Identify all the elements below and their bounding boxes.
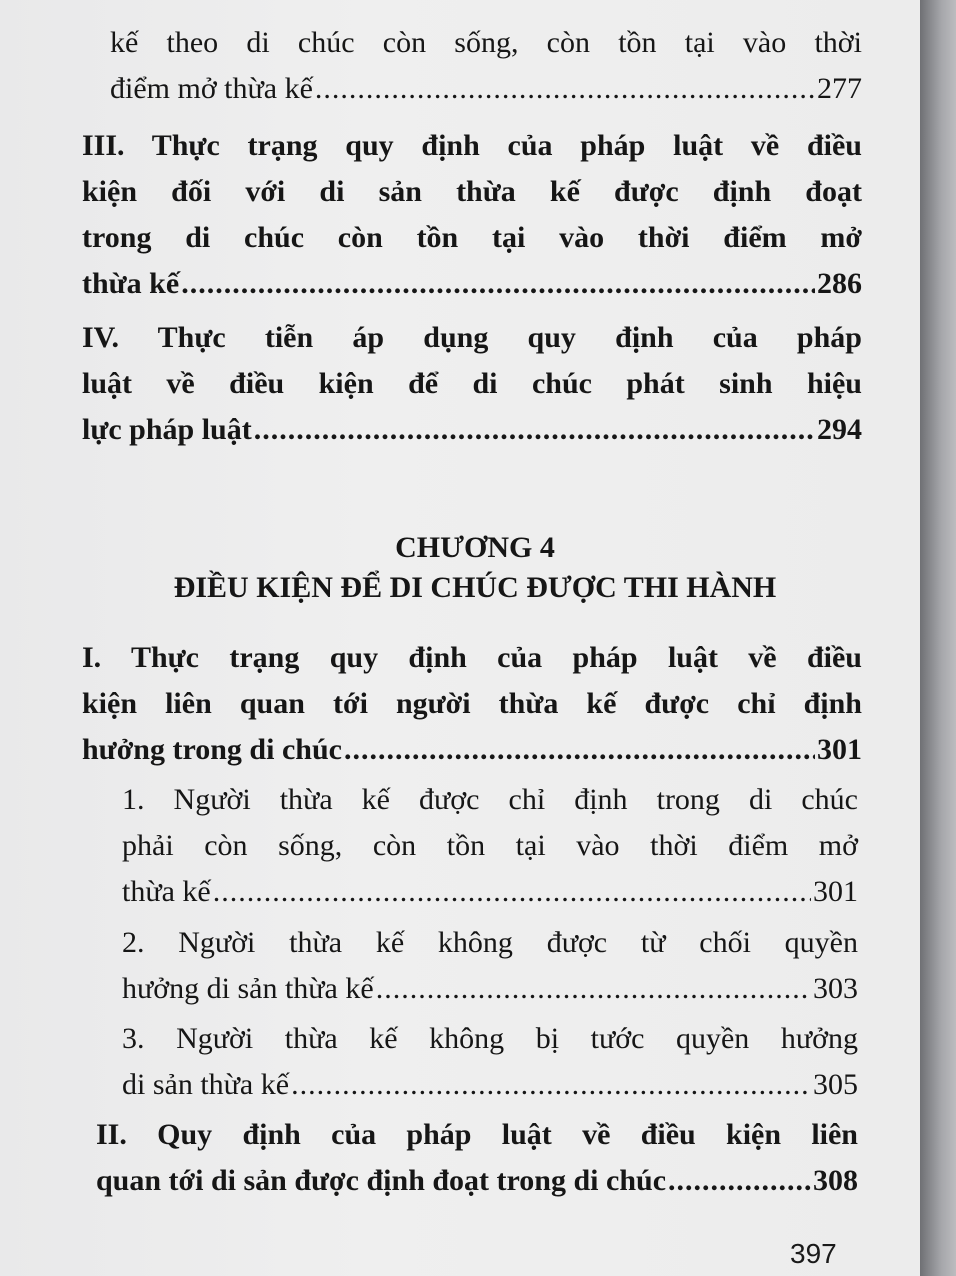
toc-entry-line: luật về điều kiện để di chúc phát sinh hiệu xyxy=(82,367,862,400)
toc-entry-line: I. Thực trạng quy định của pháp luật về điều xyxy=(82,641,862,674)
dot-leader xyxy=(181,261,815,307)
toc-page-number: 294 xyxy=(817,413,862,446)
toc-entry-line: 1. Người thừa kế được chỉ định trong di chúc xyxy=(122,783,858,816)
toc-entry-line: kiện đối với di sản thừa kế được định đoạt xyxy=(82,175,862,208)
toc-entry-line: III. Thực trạng quy định của pháp luật về điều xyxy=(82,129,862,162)
toc-entry-line: 3. Người thừa kế không bị tước quyền hưởng xyxy=(122,1022,858,1055)
chapter-number: CHƯƠNG 4 xyxy=(395,531,555,564)
toc-entry xyxy=(110,20,862,112)
toc-entry-text: thừa kế xyxy=(122,875,211,908)
toc-entry-text: lực pháp luật xyxy=(82,413,252,446)
dot-leader xyxy=(315,66,815,112)
toc-page-number: 308 xyxy=(813,1164,858,1197)
toc-entry-line: II. Quy định của pháp luật về điều kiện liên xyxy=(96,1118,858,1151)
dot-leader xyxy=(291,1062,811,1108)
dot-leader xyxy=(668,1158,811,1204)
toc-entry xyxy=(96,1112,858,1204)
toc-entry-line: kiện liên quan tới người thừa kế được chỉ định xyxy=(82,687,862,720)
toc-entry-line: 2. Người thừa kế không được từ chối quyền xyxy=(122,926,858,959)
toc-page-number: 277 xyxy=(817,72,862,105)
toc-entry xyxy=(82,635,862,773)
dot-leader xyxy=(344,727,815,773)
dot-leader xyxy=(376,966,811,1012)
toc-entry xyxy=(82,315,862,453)
toc-entry-last-line xyxy=(122,869,858,915)
chapter-title: ĐIỀU KIỆN ĐỂ DI CHÚC ĐƯỢC THI HÀNH xyxy=(173,571,777,604)
toc-entry-text: quan tới di sản được định đoạt trong di chúc xyxy=(96,1164,667,1197)
toc-subentry xyxy=(122,777,858,915)
toc-page-number: 301 xyxy=(817,733,862,766)
toc-entry-last-line xyxy=(82,407,862,453)
toc-entry-last-line xyxy=(82,261,862,307)
toc-entry xyxy=(82,123,862,307)
toc-entry-line: IV. Thực tiễn áp dụng quy định của pháp xyxy=(82,321,862,354)
toc-entry-line: trong di chúc còn tồn tại vào thời điểm mở xyxy=(82,221,862,254)
toc-entry-last-line xyxy=(82,727,862,773)
toc-subentry xyxy=(122,920,858,1012)
toc-entry-line: kế theo di chúc còn sống, còn tồn tại vào thời xyxy=(110,26,862,59)
dot-leader xyxy=(254,407,815,453)
toc-page-number: 286 xyxy=(817,267,862,300)
toc-entry-text: điểm mở thừa kế xyxy=(110,72,313,105)
page-number: 397 xyxy=(790,1238,837,1269)
dot-leader xyxy=(213,869,811,915)
toc-entry-text: thừa kế xyxy=(82,267,180,300)
toc-entry-last-line xyxy=(96,1158,858,1204)
toc-entry-last-line xyxy=(122,966,858,1012)
toc-page-number: 301 xyxy=(813,875,858,908)
toc-entry-text: hưởng trong di chúc xyxy=(82,733,342,766)
toc-subentry xyxy=(122,1016,858,1108)
toc-entry-line: phải còn sống, còn tồn tại vào thời điểm mở xyxy=(122,829,858,862)
toc-entry-text: di sản thừa kế xyxy=(122,1068,290,1101)
toc-page-number: 305 xyxy=(813,1068,858,1101)
page-edge xyxy=(920,0,956,1276)
toc-entry-last-line xyxy=(110,66,862,112)
toc-page-number: 303 xyxy=(813,972,858,1005)
toc-entry-last-line xyxy=(122,1062,858,1108)
toc-entry-text: hưởng di sản thừa kế xyxy=(122,972,374,1005)
